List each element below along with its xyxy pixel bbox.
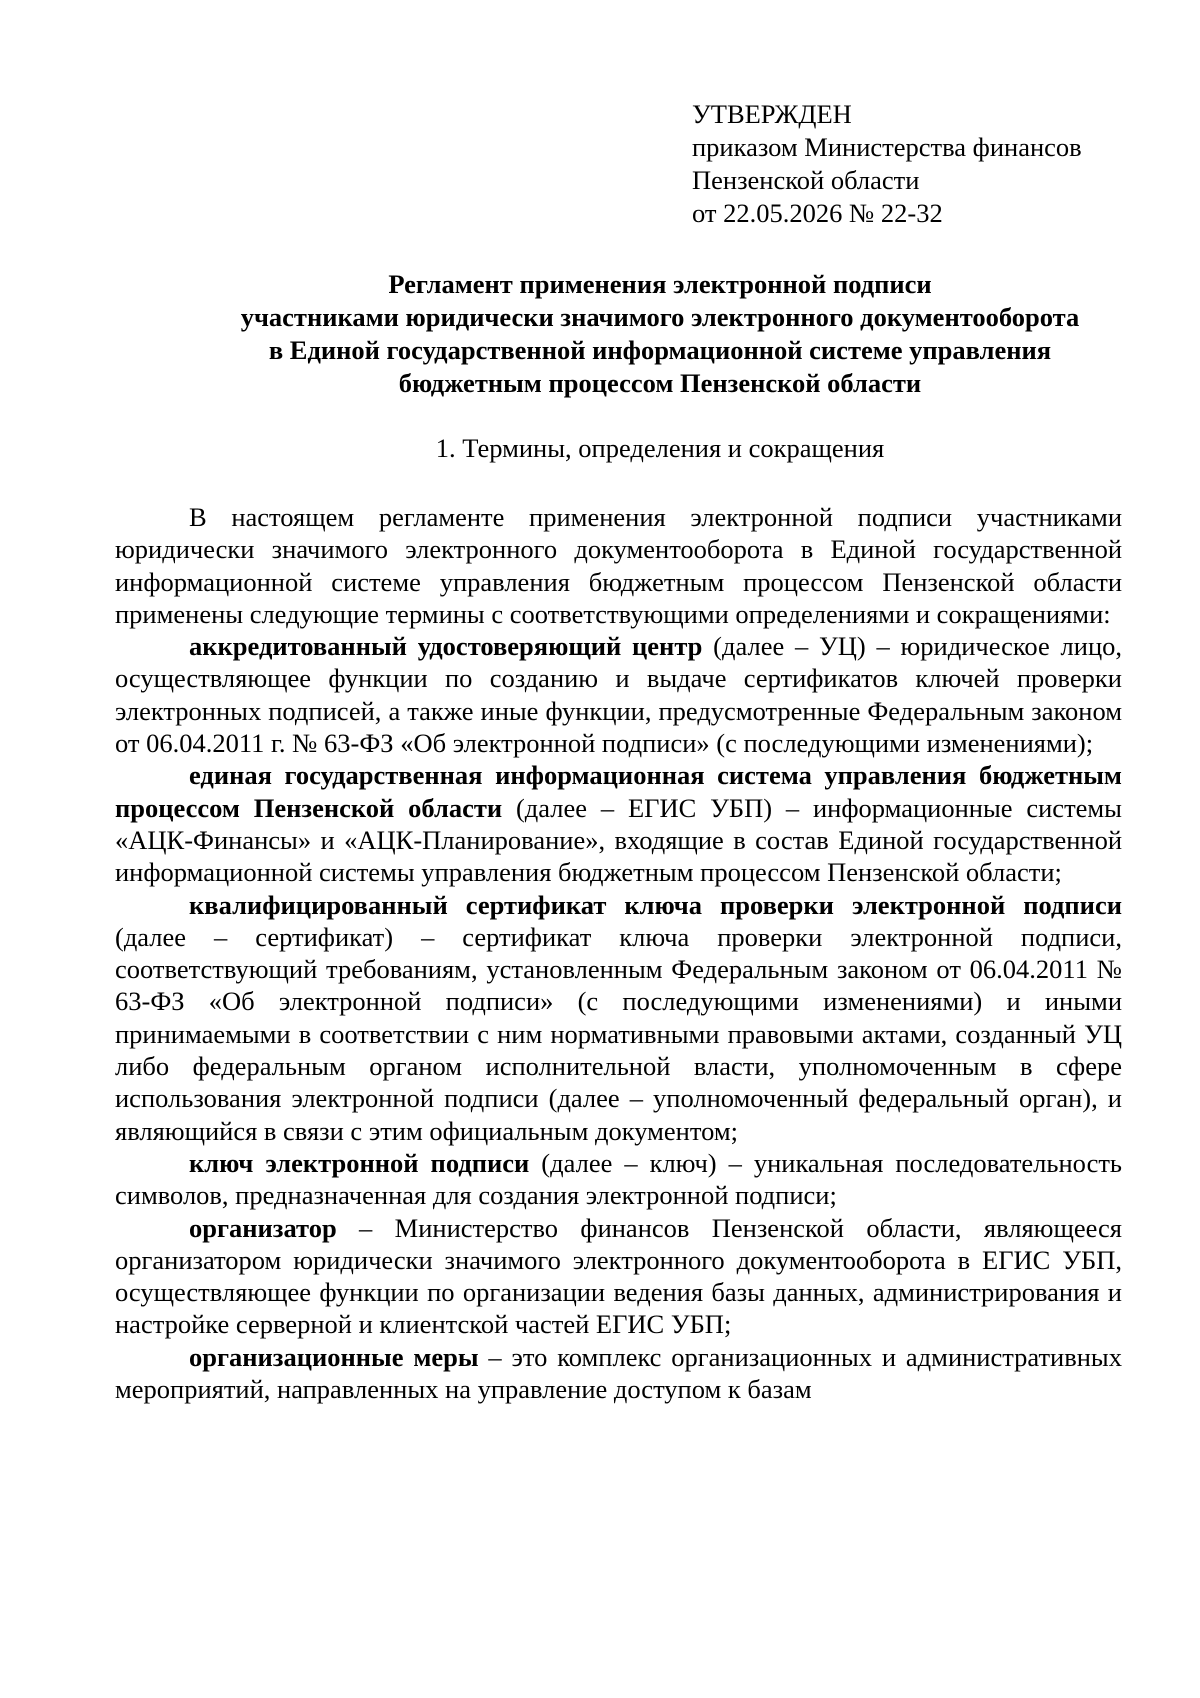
approval-line: приказом Министерства финансов: [692, 132, 1082, 162]
definition-paragraph: [115, 1341, 1122, 1406]
definition-paragraph: [115, 759, 1122, 888]
title-line: Регламент применения электронной подписи: [388, 269, 932, 299]
definition-paragraph: [115, 1147, 1122, 1212]
approval-block: [692, 98, 1162, 230]
definition-paragraph: [115, 1212, 1122, 1341]
title-line: в Единой государственной информационной системе управления: [268, 335, 1052, 365]
definition-term: организационные меры: [189, 1341, 479, 1372]
approval-line: УТВЕРЖДЕН: [692, 99, 852, 129]
document-body: [115, 501, 1122, 1405]
section-heading: 1. Термины, определения и сокращения: [435, 433, 885, 463]
title-line: бюджетным процессом Пензенской области: [398, 368, 922, 398]
approval-line: Пензенской области: [692, 165, 920, 195]
definition-term: единая государственная информационная система управления бюджетным процессом Пензенской области: [115, 760, 1122, 823]
definition-text: (далее – сертификат) – сертификат ключа проверки электронной подписи, соответствующий требованиям, установленным Федеральным законом от 06.04.2011 № 63-ФЗ «Об электронной подписи» (с последующими изменениями) и иными принимаемыми в соответствии с ним нормативными правовыми актами, созданный УЦ либо федеральным органом исполнительной власти, уполномоченным в сфере использования электронной подписи (далее – уполномоченный федеральный орган), и являющийся в связи с этим официальным документом;: [115, 921, 1122, 1146]
title-line: участниками юридически значимого электронного документооборота: [240, 302, 1080, 332]
definition-text: – Министерство финансов Пензенской области, являющееся организатором юридически значимого электронного документооборота в ЕГИС УБП, осуществляющее функции по организации ведения базы данных, администрирования и настройке серверной и клиентской частей ЕГИС УБП;: [115, 1212, 1122, 1340]
document-title: [120, 268, 1200, 400]
definition-text: (далее – ключ) – уникальная последовательность символов, предназначенная для создания электронной подписи;: [115, 1147, 1122, 1211]
definition-term: аккредитованный удостоверяющий центр: [189, 631, 703, 662]
definition-paragraph: [115, 889, 1122, 1147]
definition-term: организатор: [189, 1212, 337, 1243]
definition-term: квалифицированный сертификат ключа проверки электронной подписи: [189, 889, 1122, 920]
definition-text: (далее – ЕГИС УБП) – информационные системы «АЦК-Финансы» и «АЦК-Планирование», входящие в состав Единой государственной информационной системы управления бюджетным процессом Пензенской области;: [115, 792, 1122, 888]
definition-paragraph: [115, 630, 1122, 759]
approval-line: от 22.05.2026 № 22-32: [692, 198, 943, 228]
intro-paragraph: В настоящем регламенте применения электронной подписи участниками юридически значимого электронного документооборота в Единой государственной информационной системе управления бюджетным процессом Пензенской области применены следующие термины с соответствующими определениями и сокращениями:: [115, 502, 1122, 629]
definition-text: (далее – УЦ) – юридическое лицо, осуществляющее функции по созданию и выдаче сертификатов ключей проверки электронных подписей, а также иные функции, предусмотренные Федеральным законом от 06.04.2011 г. № 63-ФЗ «Об электронной подписи» (с последующими изменениями);: [115, 631, 1122, 759]
definition-text: – это комплекс организационных и административных мероприятий, направленных на управление доступом к базам: [115, 1341, 1122, 1405]
definition-term: ключ электронной подписи: [189, 1147, 530, 1178]
